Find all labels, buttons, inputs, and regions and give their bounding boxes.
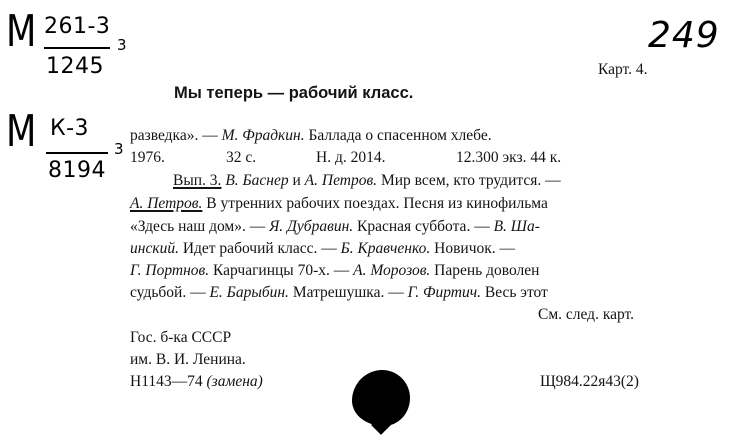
text: Баллада о спасенном хлебе. — [304, 127, 492, 144]
author-name: Г. Портнов. — [130, 262, 210, 279]
text: и — [288, 172, 305, 189]
body-line-4 — [130, 196, 548, 212]
text: Новичок. — — [430, 240, 516, 257]
text: Мир всем, кто трудится. — — [377, 172, 561, 189]
author-name: Г. Фиртич. — [407, 284, 481, 301]
library-name: Гос. б-ка СССР — [130, 329, 232, 346]
author-name: А. Морозов. — [353, 262, 431, 279]
catalog-code — [130, 374, 263, 390]
author-name: В. Баснер — [221, 172, 289, 189]
handwritten-fraction-2-bar — [46, 152, 108, 154]
author-name: инский. — [130, 240, 179, 257]
order-number: Н1143—74 — [130, 373, 203, 390]
text: судьбой. — — [130, 284, 210, 301]
text: Матрешушка. — — [288, 284, 408, 301]
body-line-3 — [173, 173, 561, 189]
text: Весь этот — [480, 284, 548, 301]
text: Карчагинцы 70-х. — — [209, 262, 354, 279]
handwritten-fraction-2-superscript: 3 — [114, 140, 124, 158]
print-run-price: 12.300 экз. 44 к. — [456, 149, 562, 166]
author-name: Е. Барыбин. — [209, 284, 289, 301]
handwritten-m-1: М — [6, 6, 37, 57]
text: Парень доволен — [430, 262, 540, 279]
author-name: Б. Кравченко. — [340, 240, 431, 257]
handwritten-card-number: 249 — [648, 15, 720, 56]
handwritten-fraction-1-denominator: 1245 — [46, 54, 104, 79]
handwritten-fraction-1-superscript: 3 — [117, 36, 127, 54]
handwritten-fraction-2-denominator: 8194 — [48, 158, 106, 183]
replacement-note: (замена) — [202, 373, 263, 390]
handwritten-fraction-1-numerator: 261-3 — [44, 14, 111, 39]
library-name-line-2: им. В. И. Ленина. — [130, 351, 246, 368]
see-next-card: См. след. карт. — [538, 306, 635, 323]
issue-number: Вып. 3. — [173, 172, 222, 189]
author-name: А. Петров. — [130, 195, 203, 212]
punch-hole — [352, 370, 410, 426]
handwritten-fraction-2-numerator: К-3 — [50, 116, 90, 141]
notation-number: Н. д. 2014. — [316, 149, 386, 166]
text: В утренних рабочих поездах. Песня из кинофильма — [202, 195, 548, 212]
record-title: Мы теперь — рабочий класс. — [174, 84, 414, 102]
body-line-7 — [130, 263, 539, 279]
author-name: Я. Дубравин. — [269, 218, 354, 235]
year: 1976. — [130, 149, 165, 166]
card-number: Карт. 4. — [598, 61, 648, 78]
body-line-8 — [130, 285, 548, 301]
author-name: А. Петров. — [304, 172, 378, 189]
handwritten-fraction-1-bar — [44, 47, 110, 49]
text: Красная суббота. — — [353, 218, 494, 235]
body-line-6 — [130, 241, 515, 257]
author-name: М. Фрадкин. — [221, 127, 305, 144]
text: «Здесь наш дом». — — [130, 218, 270, 235]
author-name: В. Ша- — [493, 218, 540, 235]
classification-index: Щ984.22я43(2) — [540, 373, 639, 390]
text: разведка». — — [130, 127, 222, 144]
pages: 32 с. — [226, 149, 257, 166]
text: Идет рабочий класс. — — [178, 240, 341, 257]
handwritten-m-2: М — [6, 106, 37, 157]
body-line-1 — [130, 128, 492, 144]
body-line-5 — [130, 219, 540, 235]
